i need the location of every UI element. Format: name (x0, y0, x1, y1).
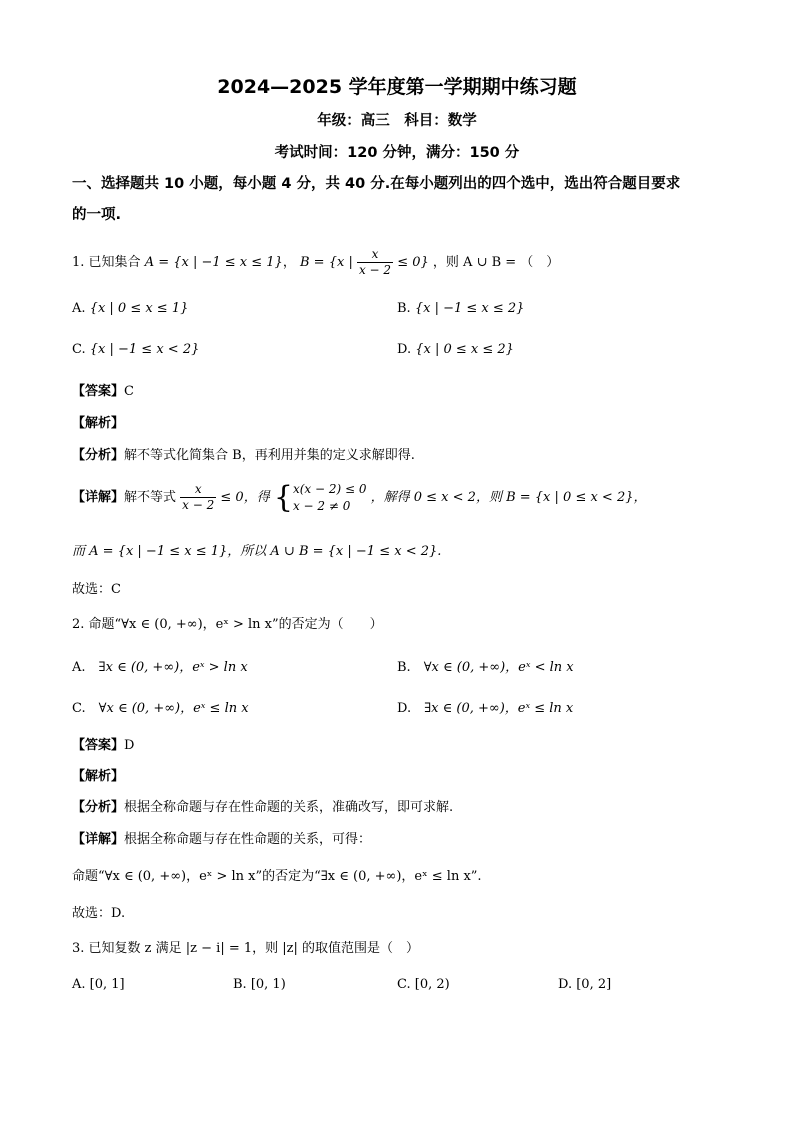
q2-fenxi-text: 根据全称命题与存在性命题的关系，准确改写，即可求解. (124, 800, 454, 815)
section-heading-line1: 一、选择题共 10 小题，每小题 4 分，共 40 分.在每小题列出的四个选中，选出符合题目要求 (72, 176, 681, 192)
q2-option-c (72, 697, 249, 716)
q1-xj-line2 (72, 540, 441, 559)
q3-stem: 3. 已知复数 z 满足 |z − i| = 1，则 |z| 的取值范围是（ ） (72, 941, 420, 956)
q2-option-d (397, 697, 573, 716)
q1-option-d-text: {x | 0 ≤ x ≤ 2} (415, 342, 514, 357)
q2-analysis-tag: 【解析】 (72, 769, 125, 784)
q1-option-b (397, 301, 524, 316)
q1-xj-post: ，解得 0 ≤ x < 2，则 B = {x | 0 ≤ x < 2}， (370, 490, 647, 505)
q1-option-d-label: D. (397, 342, 412, 357)
q1-xj-fraction (180, 482, 216, 513)
q1-analysis-tag: 【解析】 (72, 416, 125, 431)
q1-system-line2: x − 2 ≠ 0 (292, 498, 351, 513)
q1-xj-line2-text: 而 A = {x | −1 ≤ x ≤ 1}，所以 A ∪ B = {x | −1 ≤ x < 2}. (72, 544, 442, 559)
q3-option-a-label: A. (72, 977, 86, 992)
q1-frac-num: x (357, 247, 393, 263)
q2-option-a-text: ∃x ∈ (0, +∞)，eˣ > ln x (98, 660, 248, 675)
q1-xiangjie-tag: 【详解】 (72, 490, 125, 505)
q1-frac-den: x − 2 (358, 263, 392, 277)
q2-option-a-label: A. (72, 660, 86, 675)
q2-conclusion: 故选：D. (72, 906, 126, 921)
section-heading-line2: 的一项. (72, 207, 122, 223)
q1-set-a: A = {x | −1 ≤ x ≤ 1} (144, 255, 283, 270)
q3-option-c-text: [0, 2) (414, 977, 450, 992)
grade-subject: 年级：高三 科目：数学 (317, 113, 477, 129)
q1-option-b-label: B. (397, 301, 411, 316)
q1-option-c-text: {x | −1 ≤ x < 2} (89, 342, 200, 357)
q2-xiangjie (72, 828, 371, 847)
q1-conclusion: 故选：C (72, 582, 121, 597)
q2-fenxi (72, 796, 453, 815)
q1-option-d (397, 342, 514, 357)
q2-option-c-label: C. (72, 701, 86, 716)
q3-option-d (558, 977, 611, 992)
q1-option-a (72, 301, 188, 316)
left-brace-symbol: { (273, 479, 293, 515)
q2-option-b-text: ∀x ∈ (0, +∞)，eˣ < ln x (423, 660, 574, 675)
q1-xj-frac-num: x (180, 482, 216, 498)
q1-set-b-pre: B = {x | (300, 255, 353, 270)
q2-xiangjie-tag: 【详解】 (72, 832, 125, 847)
q1-option-c-label: C. (72, 342, 86, 357)
q2-answer (72, 734, 134, 753)
q2-option-b (397, 656, 574, 675)
q3-option-a (72, 977, 125, 992)
q1-set-b-post: ≤ 0} (397, 255, 429, 270)
q1-option-c (72, 342, 199, 357)
q2-option-b-label: B. (397, 660, 411, 675)
q1-fenxi-tag: 【分析】 (72, 448, 125, 463)
q1-xj-frac-den: x − 2 (182, 498, 215, 512)
q1-xj-mid: ≤ 0，得 (220, 490, 270, 505)
q1-fenxi-text: 解不等式化简集合 B，再利用并集的定义求解即得. (124, 448, 415, 463)
exam-info: 考试时间：120 分钟，满分：150 分 (274, 145, 520, 161)
q2-answer-value: D (124, 738, 135, 753)
q3-option-b-label: B. (233, 977, 247, 992)
q2-xj-line2: 命题“∀x ∈ (0, +∞)，eˣ > ln x”的否定为“∃x ∈ (0, +∞)，eˣ ≤ ln x”. (72, 869, 482, 884)
q2-option-d-label: D. (397, 701, 412, 716)
q1-answer-value: C (124, 384, 134, 399)
q2-stem: 2. 命题“∀x ∈ (0, +∞)，eˣ > ln x”的否定为（ ） (72, 617, 383, 632)
q2-answer-tag: 【答案】 (72, 738, 125, 753)
q1-option-a-label: A. (72, 301, 86, 316)
q1-set-b-fraction (357, 247, 393, 278)
q3-option-d-text: [0, 2] (576, 977, 612, 992)
q3-option-d-label: D. (558, 977, 573, 992)
q1-xiangjie (72, 475, 647, 521)
q3-option-b (233, 977, 286, 992)
q1-stem (72, 247, 559, 278)
exam-title: 2024—2025 学年度第一学期期中练习题 (217, 76, 577, 98)
q3-option-c (397, 977, 450, 992)
q2-xiangjie-text: 根据全称命题与存在性命题的关系，可得： (124, 832, 372, 847)
q3-option-c-label: C. (397, 977, 411, 992)
q1-inequality-system (293, 481, 367, 515)
q1-fenxi (72, 444, 415, 463)
q2-option-d-text: ∃x ∈ (0, +∞)，eˣ ≤ ln x (424, 701, 574, 716)
q1-ask: ，则 A ∪ B = （ ） (432, 255, 560, 270)
q1-option-a-text: {x | 0 ≤ x ≤ 1} (89, 301, 189, 316)
q1-comma: ， (282, 255, 296, 270)
q3-option-b-text: [0, 1) (250, 977, 286, 992)
q1-lead: 1. 已知集合 (72, 255, 141, 270)
q1-option-b-text: {x | −1 ≤ x ≤ 2} (414, 301, 525, 316)
q1-system-line1: x(x − 2) ≤ 0 (292, 481, 367, 496)
q2-option-a (72, 656, 248, 675)
q2-fenxi-tag: 【分析】 (72, 800, 125, 815)
q1-answer (72, 380, 134, 399)
q2-option-c-text: ∀x ∈ (0, +∞)，eˣ ≤ ln x (98, 701, 249, 716)
q1-answer-tag: 【答案】 (72, 384, 125, 399)
q3-option-a-text: [0, 1] (89, 977, 125, 992)
q1-xj-pre: 解不等式 (124, 490, 177, 505)
